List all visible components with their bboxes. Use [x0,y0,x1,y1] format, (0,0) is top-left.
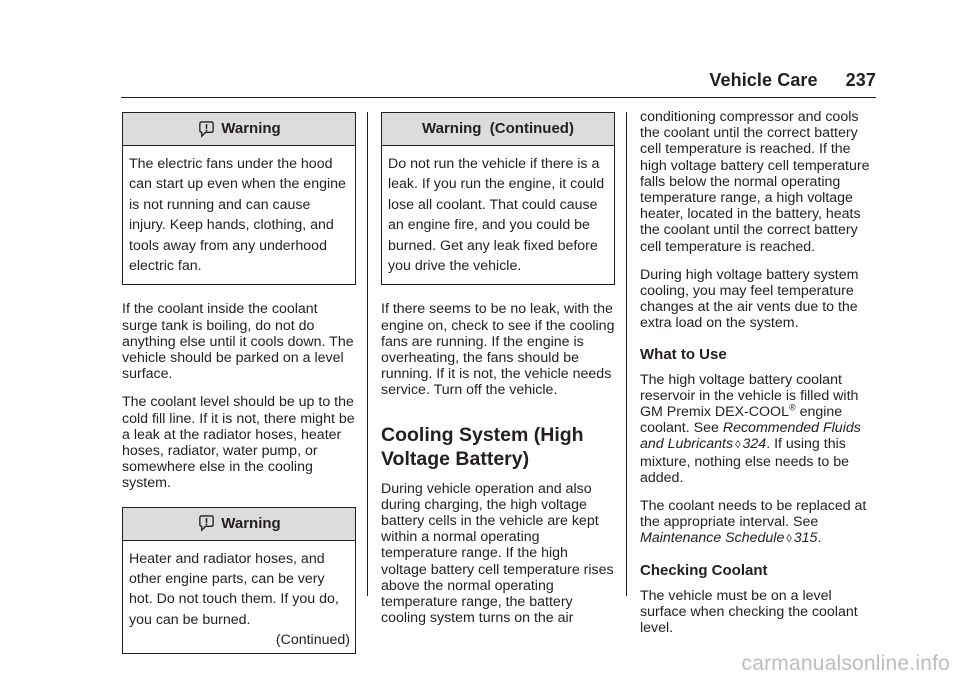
warning-header [123,113,355,146]
section-title: Vehicle Care [709,70,818,90]
page-reference-icon: ◊ [735,439,741,452]
warning-title: Warning [221,514,281,532]
paragraph: During vehicle operation and also during charging, the high voltage battery cells in the vehicle are kept within a normal operating temperature range. If the high voltage battery cell temperature rises above the normal operating temperature range, the battery cooling system turns on the air [381,480,614,627]
warning-body: Do not run the vehicle if there is a leak. If you run the engine, it could lose all coolant. That could cause an engine fire, and you could be burned. Get any leak fixed before you drive the vehicle. [388,156,605,275]
text: engine coolant. See [640,404,843,437]
subsection-heading: Checking Coolant [640,561,768,579]
paragraph: If the coolant inside the coolant surge tank is boiling, do not do anything else until it cools down. The vehicle should be parked on a level surface. [122,301,354,383]
column-3 [640,109,874,636]
paragraph: If there seems to be no leak, with the engine on, check to see if the cooling fans are running. If the engine is overheating, the fans should be running. If it is not, the vehicle needs service. Turn off the vehicle. [381,301,615,399]
paragraph: The vehicle must be on a level surface when checking the coolant level. [640,587,858,637]
page-reference[interactable]: 315 [793,530,818,547]
warning-body [123,541,355,653]
paragraph: The coolant level should be up to the cold fill line. If it is not, there might be a leak at the radiator hoses, heater hoses, radiator, water pump, or somewhere else in the cooling system. [122,394,355,492]
paragraph [640,498,874,548]
warning-body: The electric fans under the hood can start up even when the engine is not running and can cause injury. Keep hands, clothing, and tools away from any underhood electric fan. [129,156,346,275]
page-reference[interactable]: 324 [742,436,767,453]
column-1 [122,112,356,654]
text: The coolant needs to be replaced at the appropriate interval. See [640,498,867,531]
watermark: carmanualsonline.info [741,652,950,675]
warning-box-continued [381,112,615,285]
paragraph: During high voltage battery system cooling, you may feel temperature changes at the air vents due to the extra load on the system. [640,266,859,332]
page-number: 237 [845,70,876,90]
warning-icon [197,120,216,139]
page-reference-icon: ◊ [786,533,792,546]
cross-reference[interactable]: Maintenance Schedule [640,530,785,547]
warning-box [122,507,356,654]
page-header [709,70,876,91]
registered-mark: ® [788,402,796,413]
text: . [817,530,822,547]
subsection-heading: What to Use [640,345,727,363]
warning-text: Heater and radiator hoses, and other engine parts, can be very hot. Do not touch them. If you do, you can be burned. [129,550,339,628]
header-rule [121,97,876,98]
warning-title: Warning (Continued) [422,119,574,137]
cross-reference[interactable]: Recommended Fluids and Lubricants [640,420,861,453]
warning-header [382,113,614,146]
column-divider [367,112,368,596]
text: The high voltage battery coolant reservoir in the vehicle is filled with GM Premix DEX-COOL [640,371,859,421]
paragraph: conditioning compressor and cools the coolant until the correct battery cell temperature is reached. If the high voltage battery cell temperature falls below the normal operating temperature range, a high voltage heater, located in the battery, heats the coolant until the correct battery cell temperature is reached. [640,109,870,255]
column-divider [626,112,627,596]
text: . If using this mixture, nothing else needs to be added. [640,436,850,486]
warning-icon [197,514,216,533]
paragraph [640,372,874,486]
warning-header [123,508,355,541]
section-heading: Cooling System (High Voltage Battery) [381,423,584,470]
continued-label: (Continued) [275,632,350,649]
column-2 [381,112,615,626]
warning-title: Warning [221,119,281,137]
warning-box [122,112,356,285]
